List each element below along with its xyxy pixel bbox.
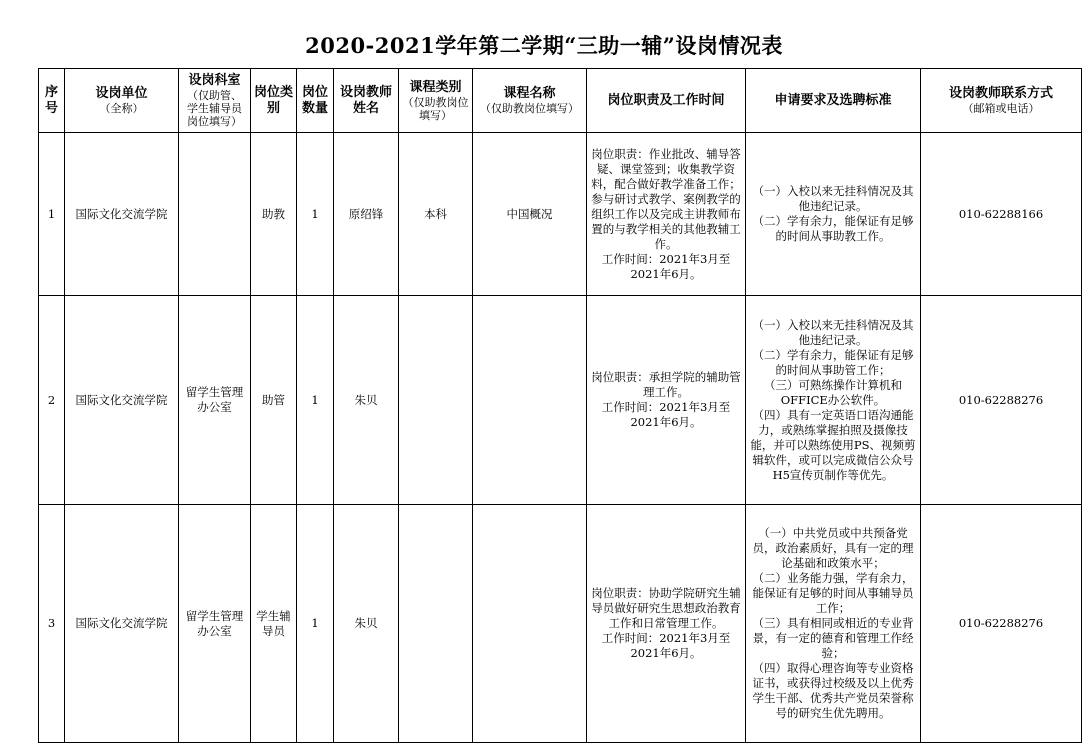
cell-no: 3	[39, 505, 65, 743]
cell-count: 1	[297, 133, 334, 296]
header-count: 岗位数量	[297, 69, 334, 133]
table-row	[39, 296, 1082, 505]
header-requirements: 申请要求及选聘标准	[746, 69, 921, 133]
cell-teacher: 朱贝	[334, 505, 399, 743]
header-contact: 设岗教师联系方式 （邮箱或电话）	[921, 69, 1082, 133]
cell-course-type	[399, 505, 473, 743]
header-duties: 岗位职责及工作时间	[587, 69, 746, 133]
cell-course-name	[473, 505, 587, 743]
cell-type: 助管	[251, 296, 297, 505]
cell-count: 1	[297, 505, 334, 743]
cell-course-type: 本科	[399, 133, 473, 296]
cell-count: 1	[297, 296, 334, 505]
cell-course-name	[473, 296, 587, 505]
cell-course-name: 中国概况	[473, 133, 587, 296]
table-row	[39, 505, 1082, 743]
cell-type: 助教	[251, 133, 297, 296]
cell-no: 2	[39, 296, 65, 505]
cell-teacher: 朱贝	[334, 296, 399, 505]
header-row	[39, 69, 1082, 133]
header-teacher: 设岗教师姓名	[334, 69, 399, 133]
cell-no: 1	[39, 133, 65, 296]
posts-table	[38, 68, 1082, 743]
cell-dept	[179, 133, 251, 296]
header-unit: 设岗单位 （全称）	[65, 69, 179, 133]
cell-contact: 010-62288276	[921, 505, 1082, 743]
cell-dept: 留学生管理办公室	[179, 505, 251, 743]
header-course-type: 课程类别 （仅助教岗位填写）	[399, 69, 473, 133]
header-no: 序号	[39, 69, 65, 133]
header-type: 岗位类别	[251, 69, 297, 133]
cell-contact: 010-62288166	[921, 133, 1082, 296]
cell-unit: 国际文化交流学院	[65, 133, 179, 296]
header-dept: 设岗科室 （仅助管、学生辅导员岗位填写）	[179, 69, 251, 133]
page-title: 2020-2021学年第二学期“三助一辅”设岗情况表	[305, 33, 783, 58]
cell-duties: 岗位职责：协助学院研究生辅导员做好研究生思想政治教育工作和日常管理工作。 工作时间：2021年3月至2021年6月。	[587, 505, 746, 743]
cell-duties: 岗位职责：作业批改、辅导答疑、课堂签到；收集教学资料，配合做好教学准备工作；参与研讨式教学、案例教学的组织工作以及完成主讲教师布置的与教学相关的其他教辅工作。 工作时间：2021年3月至2021年6月。	[587, 133, 746, 296]
table-row	[39, 133, 1082, 296]
cell-requirements: （一）入校以来无挂科情况及其他违纪记录。 （二）学有余力，能保证有足够的时间从事助教工作。	[746, 133, 921, 296]
header-course-name: 课程名称 （仅助教岗位填写）	[473, 69, 587, 133]
cell-requirements: （一）中共党员或中共预备党员，政治素质好，具有一定的理论基础和政策水平； （二）业务能力强，学有余力，能保证有足够的时间从事辅导员工作； （三）具有相同或相近的专业背景，有一定的德育和管理工作经验； （四）取得心理咨询等专业资格证书，或获得过校级及以上优秀学生干部、优秀共产党员荣誉称号的研究生优先聘用。	[746, 505, 921, 743]
cell-contact: 010-62288276	[921, 296, 1082, 505]
cell-dept: 留学生管理办公室	[179, 296, 251, 505]
cell-requirements: （一）入校以来无挂科情况及其他违纪记录。 （二）学有余力，能保证有足够的时间从事助管工作； （三）可熟练操作计算机和OFFICE办公软件。 （四）具有一定英语口语沟通能力，或熟练掌握拍照及摄像技能，并可以熟练使用PS、视频剪辑软件，或可以完成微信公众号H5宣传页制作等优先。	[746, 296, 921, 505]
cell-teacher: 原绍锋	[334, 133, 399, 296]
cell-unit: 国际文化交流学院	[65, 505, 179, 743]
cell-duties: 岗位职责：承担学院的辅助管理工作。 工作时间：2021年3月至2021年6月。	[587, 296, 746, 505]
cell-unit: 国际文化交流学院	[65, 296, 179, 505]
cell-course-type	[399, 296, 473, 505]
cell-type: 学生辅导员	[251, 505, 297, 743]
